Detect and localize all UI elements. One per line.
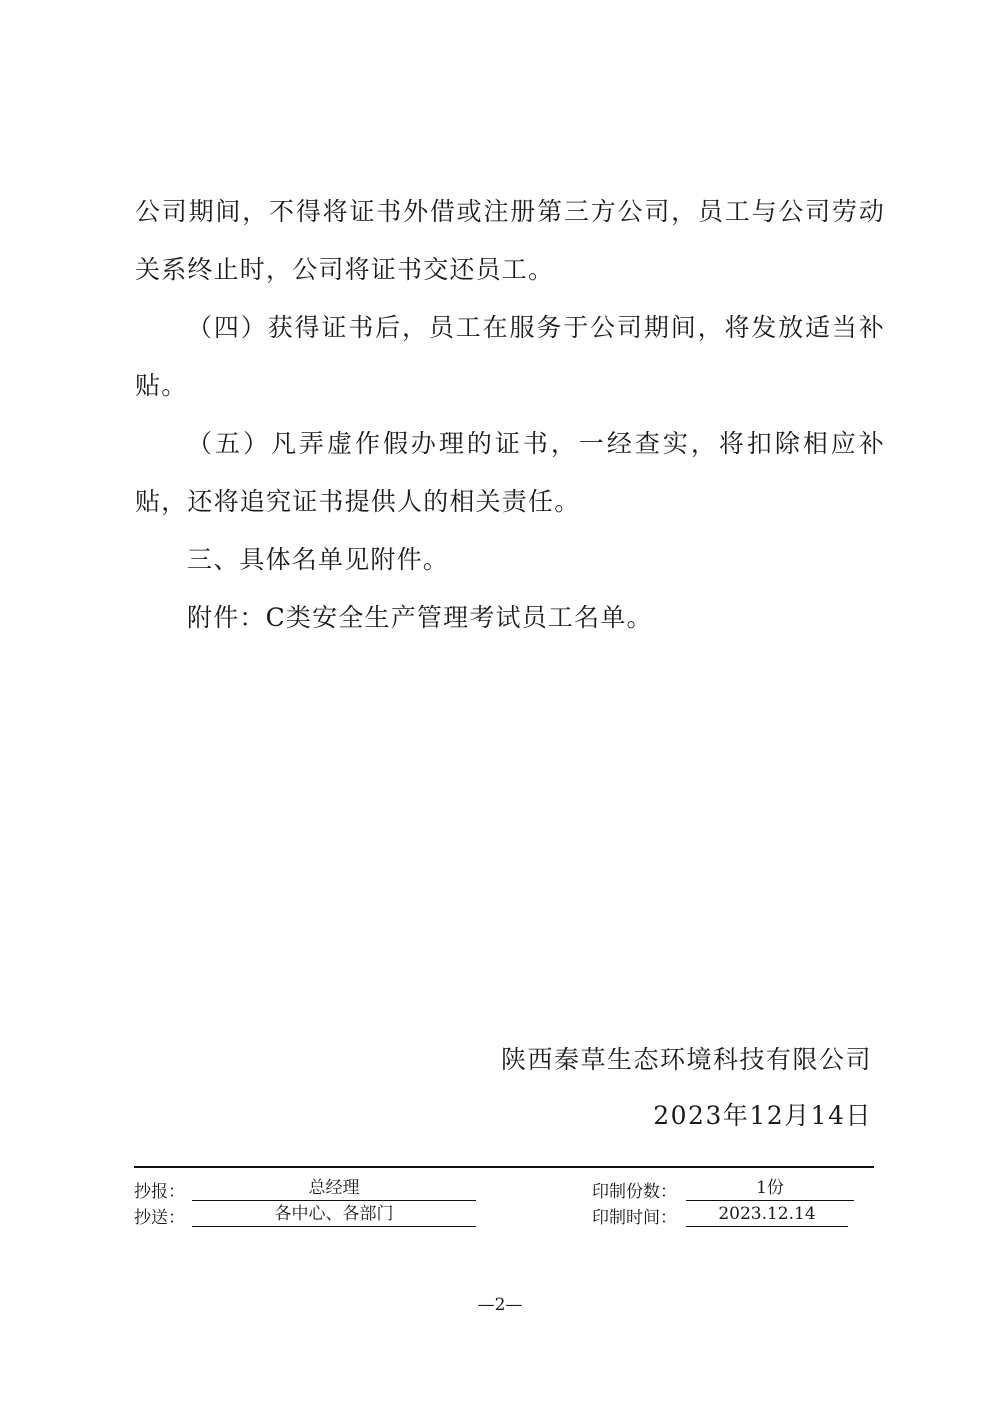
paragraph-item-four: （四）获得证书后，员工在服务于公司期间，将发放适当补贴。 bbox=[135, 313, 885, 400]
page-number: —2— bbox=[477, 1295, 523, 1315]
copy-label: 抄送： bbox=[134, 1208, 185, 1228]
copies-label: 印制份数： bbox=[592, 1182, 677, 1202]
paragraph-continuation: 公司期间，不得将证书外借或注册第三方公司，员工与公司劳动关系终止时，公司将证书交还员工。 bbox=[135, 197, 885, 284]
signature-company: 陕西秦草生态环境科技有限公司 bbox=[500, 1045, 872, 1074]
paragraph-attachment: 附件：C类安全生产管理考试员工名单。 bbox=[187, 603, 653, 632]
distribution-row-copy bbox=[134, 1203, 874, 1229]
distribution-row-report bbox=[134, 1177, 874, 1203]
copies-value: 1份 bbox=[686, 1177, 854, 1201]
report-label: 抄报： bbox=[134, 1182, 185, 1202]
distribution-block bbox=[134, 1166, 874, 1229]
print-time-label: 印制时间： bbox=[592, 1208, 677, 1228]
paragraph-section-three: 三、具体名单见附件。 bbox=[187, 545, 450, 574]
body-text bbox=[135, 183, 885, 647]
print-time-value: 2023.12.14 bbox=[686, 1203, 848, 1227]
signature-date: 2023年12月14日 bbox=[653, 1101, 872, 1130]
paragraph-item-five: （五）凡弄虚作假办理的证书，一经查实，将扣除相应补贴，还将追究证书提供人的相关责任。 bbox=[135, 429, 885, 516]
copy-value: 各中心、各部门 bbox=[192, 1203, 476, 1227]
report-value: 总经理 bbox=[192, 1177, 476, 1201]
